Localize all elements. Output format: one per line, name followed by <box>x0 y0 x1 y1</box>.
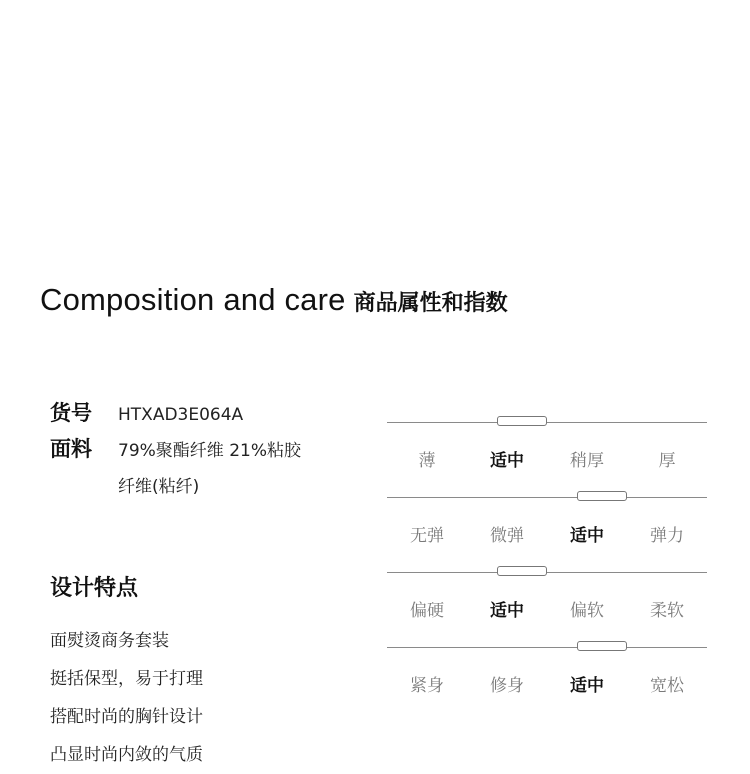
index-label: 适中 <box>490 601 524 621</box>
index-labels <box>387 596 707 621</box>
index-label: 适中 <box>570 526 604 546</box>
spec-fabric <box>50 433 308 505</box>
index-label: 修身 <box>490 676 524 696</box>
thickness-index <box>387 422 707 482</box>
index-scale-line <box>387 422 707 423</box>
feature-item: 挺括保型，易于打理 <box>50 669 203 689</box>
index-label: 适中 <box>490 451 524 471</box>
index-label: 紧身 <box>410 676 444 696</box>
index-label: 宽松 <box>650 676 684 696</box>
fabric-value: 79%聚酯纤维 21%粘胶纤维(粘纤) <box>118 441 301 497</box>
heading-chinese: 商品属性和指数 <box>353 291 508 316</box>
index-label: 偏硬 <box>410 601 444 621</box>
index-marker <box>497 416 547 426</box>
index-label: 适中 <box>570 676 604 696</box>
index-label: 偏软 <box>570 601 604 621</box>
feature-item: 凸显时尚内敛的气质 <box>50 745 203 765</box>
index-marker <box>577 641 627 651</box>
heading-english: Composition and care <box>40 282 346 317</box>
index-labels <box>387 521 707 546</box>
item-number-label: 货号 <box>50 401 92 425</box>
index-scale-line <box>387 497 707 498</box>
elasticity-index <box>387 497 707 557</box>
features-list <box>50 622 203 774</box>
index-label: 厚 <box>658 451 676 471</box>
spec-item-number <box>50 397 308 433</box>
fit-index <box>387 647 707 707</box>
index-marker <box>577 491 627 501</box>
item-number-value: HTXAD3E064A <box>118 405 244 425</box>
index-label: 柔软 <box>650 601 684 621</box>
index-marker <box>497 566 547 576</box>
index-label: 薄 <box>418 451 436 471</box>
index-labels <box>387 446 707 471</box>
section-heading <box>40 282 508 318</box>
index-scale-line <box>387 572 707 573</box>
index-labels <box>387 671 707 696</box>
softness-index <box>387 572 707 632</box>
index-label: 弹力 <box>650 526 684 546</box>
index-scale-line <box>387 647 707 648</box>
features-title: 设计特点 <box>50 576 139 601</box>
fabric-label: 面料 <box>50 437 92 461</box>
feature-item: 搭配时尚的胸针设计 <box>50 707 203 727</box>
index-label: 无弹 <box>410 526 444 546</box>
index-label: 稍厚 <box>570 451 604 471</box>
feature-item: 面熨烫商务套装 <box>50 631 169 651</box>
index-label: 微弹 <box>490 526 524 546</box>
